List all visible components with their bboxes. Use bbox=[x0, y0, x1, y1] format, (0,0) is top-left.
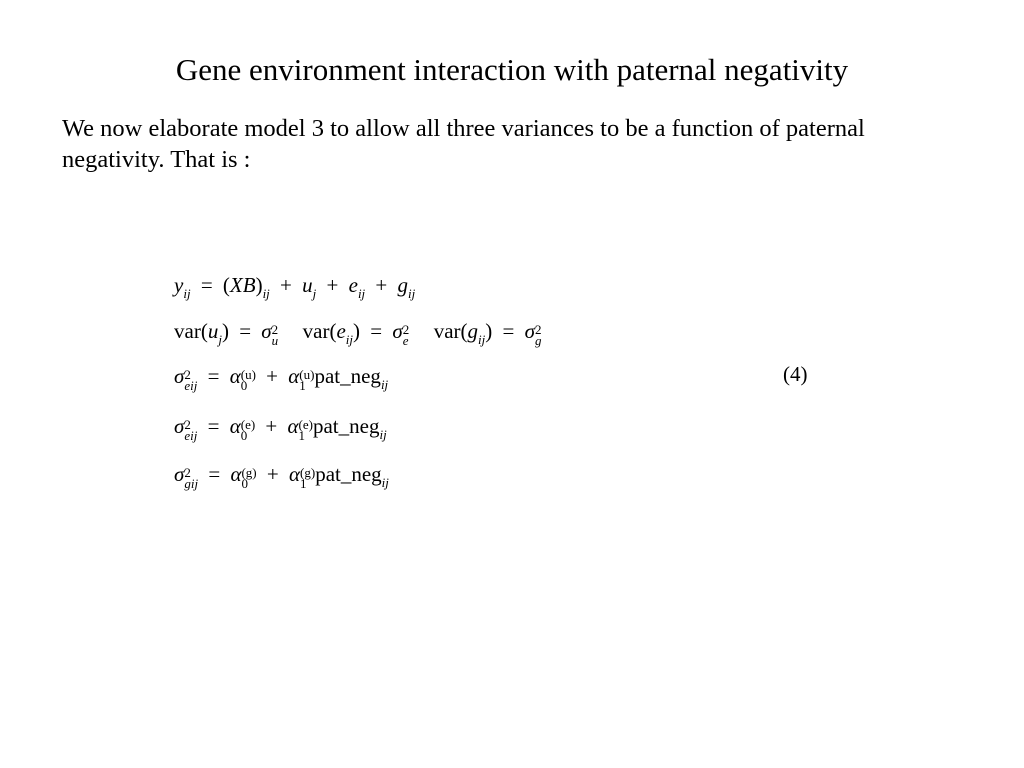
eq-function: var( bbox=[174, 319, 208, 343]
eq-paren: ( bbox=[222, 273, 230, 297]
eq-operator: = bbox=[502, 319, 515, 343]
eq-symbol: α bbox=[230, 462, 242, 486]
eq-sup-sub bbox=[184, 369, 197, 391]
slide-body-text: We now elaborate model 3 to allow all three variances to be a function of paternal negativity. That is : bbox=[62, 115, 865, 173]
eq-subscript: ij bbox=[262, 286, 270, 301]
eq-superscript: (u) bbox=[299, 367, 315, 382]
eq-operator: = bbox=[207, 364, 220, 388]
eq-symbol: g bbox=[397, 273, 409, 297]
eq-operator: = bbox=[200, 273, 213, 297]
eq-operator: + bbox=[266, 462, 279, 486]
eq-operator: + bbox=[326, 273, 339, 297]
eq-paren: ) bbox=[353, 319, 361, 343]
equation-number: (4) bbox=[783, 362, 808, 386]
eq-symbol: σ bbox=[261, 319, 272, 343]
eq-subscript: 0 bbox=[240, 428, 248, 443]
eq-symbol: XB bbox=[229, 273, 256, 297]
eq-superscript: (u) bbox=[240, 367, 256, 382]
eq-subscript: gij bbox=[184, 476, 199, 491]
equation-variances bbox=[174, 318, 541, 353]
eq-symbol: α bbox=[288, 364, 300, 388]
eq-subscript: 0 bbox=[240, 378, 248, 393]
eq-function: var( bbox=[302, 319, 337, 343]
eq-operator: + bbox=[266, 364, 278, 388]
eq-superscript: (e) bbox=[298, 417, 313, 432]
eq-subscript: ij bbox=[408, 286, 416, 301]
eq-subscript: u bbox=[271, 333, 279, 348]
eq-superscript: 2 bbox=[184, 465, 191, 480]
eq-subscript: e bbox=[402, 333, 409, 348]
eq-symbol: σ bbox=[392, 319, 403, 343]
equation-sigma-line-1 bbox=[174, 363, 388, 398]
eq-paren: ) bbox=[255, 273, 263, 297]
eq-subscript: j bbox=[312, 286, 317, 301]
eq-sup-sub bbox=[241, 369, 256, 391]
eq-symbol: α bbox=[287, 414, 299, 438]
eq-subscript: eij bbox=[184, 428, 198, 443]
eq-variable: pat_neg bbox=[315, 462, 382, 486]
eq-operator: = bbox=[208, 462, 221, 486]
eq-superscript: 2 bbox=[534, 322, 542, 337]
eq-superscript: (e) bbox=[240, 417, 256, 432]
eq-superscript: (g) bbox=[300, 465, 316, 480]
eq-subscript: ij bbox=[380, 377, 389, 392]
eq-symbol: g bbox=[467, 319, 479, 343]
eq-sup-sub bbox=[535, 324, 542, 346]
eq-symbol: y bbox=[174, 273, 184, 297]
eq-subscript: 0 bbox=[241, 476, 248, 491]
equation-sigma-line-3 bbox=[174, 461, 389, 496]
eq-operator: + bbox=[375, 273, 388, 297]
eq-symbol: α bbox=[229, 414, 241, 438]
eq-sup-sub bbox=[403, 324, 410, 346]
eq-symbol: e bbox=[348, 273, 358, 297]
eq-symbol: u bbox=[302, 273, 313, 297]
eq-subscript: 1 bbox=[299, 378, 306, 393]
eq-subscript: ij bbox=[183, 286, 191, 301]
eq-sup-sub bbox=[300, 467, 315, 489]
eq-sup-sub bbox=[184, 467, 198, 489]
eq-symbol: u bbox=[207, 319, 219, 343]
eq-symbol: σ bbox=[174, 364, 185, 388]
eq-superscript: 2 bbox=[402, 322, 410, 337]
eq-subscript: ij bbox=[478, 332, 486, 347]
eq-subscript: 1 bbox=[300, 476, 307, 491]
eq-subscript: g bbox=[534, 333, 542, 348]
eq-operator: + bbox=[280, 273, 292, 297]
eq-paren: ) bbox=[485, 319, 493, 343]
equation-sigma-line-2 bbox=[174, 413, 387, 448]
eq-operator: = bbox=[239, 319, 252, 343]
eq-symbol: σ bbox=[524, 319, 535, 343]
eq-sup-sub bbox=[241, 419, 255, 441]
eq-symbol: α bbox=[288, 462, 301, 486]
eq-symbol: σ bbox=[174, 414, 185, 438]
eq-subscript: ij bbox=[357, 286, 366, 301]
eq-superscript: (g) bbox=[241, 465, 257, 480]
eq-subscript: 1 bbox=[298, 428, 306, 443]
eq-sup-sub bbox=[184, 419, 197, 441]
eq-sup-sub bbox=[272, 324, 279, 346]
equation-model bbox=[174, 272, 415, 307]
eq-sup-sub bbox=[241, 467, 256, 489]
eq-sup-sub bbox=[299, 419, 313, 441]
eq-subscript: ij bbox=[381, 475, 389, 490]
eq-paren: ) bbox=[221, 319, 229, 343]
eq-operator: + bbox=[265, 414, 278, 438]
eq-subscript: ij bbox=[345, 332, 354, 347]
eq-subscript: eij bbox=[184, 378, 198, 393]
eq-subscript: j bbox=[218, 332, 222, 347]
eq-variable: pat_neg bbox=[314, 364, 381, 388]
eq-superscript: 2 bbox=[184, 367, 191, 382]
eq-operator: = bbox=[370, 319, 383, 343]
slide-title: Gene environment interaction with paternal negativity bbox=[175, 52, 849, 87]
eq-superscript: 2 bbox=[271, 322, 279, 337]
eq-superscript: 2 bbox=[184, 417, 191, 432]
eq-function: var( bbox=[433, 319, 468, 343]
eq-symbol: σ bbox=[174, 462, 185, 486]
eq-symbol: e bbox=[336, 319, 346, 343]
eq-subscript: ij bbox=[379, 427, 387, 442]
eq-variable: pat_neg bbox=[312, 414, 380, 438]
eq-symbol: α bbox=[229, 364, 241, 388]
eq-operator: = bbox=[207, 414, 220, 438]
eq-sup-sub bbox=[299, 369, 314, 391]
